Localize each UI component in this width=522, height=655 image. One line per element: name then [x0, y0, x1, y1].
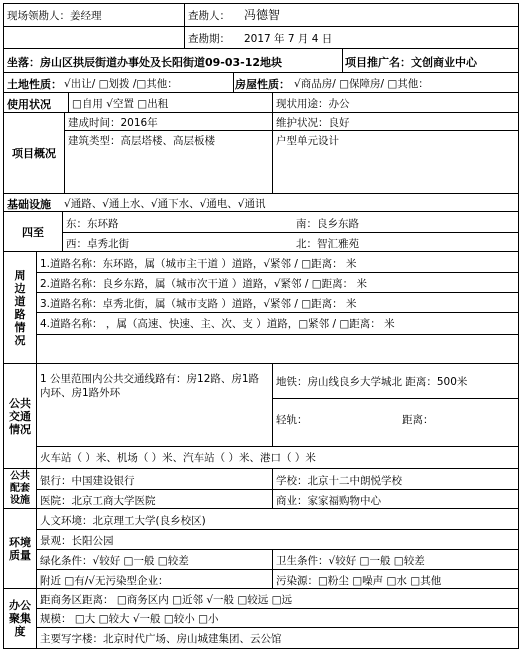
bound-north: 北：智汇雅苑 [296, 238, 359, 250]
building-type: 建筑类型：高层塔楼、高层板楼 [68, 135, 215, 147]
current-use: 现状用途：办公 [276, 98, 350, 110]
sanitation: 卫生条件：√较好 □一般 □较差 [276, 555, 425, 567]
commerce: 商业：家家福购物中心 [276, 495, 381, 507]
bound-west: 西：卓秀北街 [66, 238, 129, 250]
transit-label: 公共交通情况 [4, 364, 37, 468]
subway: 地铁：房山线良乡大学城北 距离：500米 [276, 376, 468, 388]
stations: 火车站（ ）米、机场（ ）米、汽车站（ ）米、港口（ ）米 [40, 452, 316, 464]
infrastructure-value: √通路、√通上水、√通下水、√通电、√通讯 [64, 198, 266, 210]
light-rail-distance: 距离： [402, 414, 434, 426]
office-distance: 距商务区距离： □商务区内 □近邻 √一般 □较远 □远 [40, 594, 293, 606]
office-row [4, 589, 518, 648]
road-item: 4.道路名称： ，属（高速、快速、主、次、支 ）道路，□紧邻 / □距离： 米 [40, 318, 395, 330]
unit-design: 户型单元设计 [276, 135, 339, 147]
maintenance-status: 维护状况：良好 [276, 117, 350, 129]
roads-label: 周边道路情况 [4, 252, 37, 363]
surveyor-name: 冯德智 [244, 8, 281, 22]
main-office-buildings: 主要写字楼：北京时代广场、房山城建集团、云公馆 [40, 633, 282, 645]
land-options: √出让/ □划拨 /□其他： [64, 78, 178, 90]
survey-form [3, 3, 519, 649]
project-row [4, 113, 518, 194]
facilities-label: 公共配套设施 [4, 469, 37, 508]
roads-row [4, 252, 518, 364]
header-row [4, 4, 518, 27]
project-name: 项目推广名：文创商业中心 [345, 56, 477, 69]
road-item: 1.道路名称：东环路，属（城市主干道 ）道路，√紧邻 / □距离： 米 [40, 258, 357, 270]
usage-options: □自用 √空置 □出租 [72, 98, 169, 110]
bounds-row [4, 212, 518, 252]
house-options: √商品房/ □保障房/ □其他： [294, 78, 429, 90]
office-scale: 规模： □大 □较大 √一般 □较小 □小 [40, 613, 219, 625]
school: 学校：北京十二中朗悦学校 [276, 475, 402, 487]
light-rail: 轻轨： [276, 414, 308, 426]
surveyor-label: 查勘人： [188, 10, 230, 22]
built-time: 建成时间：2016年 [68, 117, 158, 129]
bounds-label: 四至 [22, 225, 44, 239]
hospital: 医院：北京工商大学医院 [40, 495, 156, 507]
humanities: 人文环境：北京理工大学(良乡校区) [40, 515, 206, 527]
scenery: 景观：长阳公园 [40, 535, 114, 547]
date-label: 查勘期： [188, 33, 230, 45]
greenery: 绿化条件：√较好 □一般 □较差 [40, 555, 189, 567]
road-item: 2.道路名称：良乡东路，属（城市次干道 ）道路，√紧邻 / □距离： 米 [40, 278, 368, 290]
usage-label: 使用状况 [7, 98, 51, 111]
bound-east: 东：东环路 [66, 218, 119, 230]
project-label: 项目概况 [12, 147, 56, 160]
site-survey-lead: 现场领勘人：姜经理 [7, 10, 102, 22]
pollution-source: 污染源：□粉尘 □噪声 □水 □其他 [276, 575, 442, 587]
bank: 银行：中国建设银行 [40, 475, 135, 487]
land-nature-label: 土地性质： [7, 78, 62, 91]
land-row [4, 73, 518, 93]
facilities-row [4, 469, 518, 509]
road-item: 3.道路名称：卓秀北街，属（城市支路 ）道路，√紧邻 / □距离： 米 [40, 298, 357, 310]
environment-row [4, 509, 518, 589]
environment-label: 环境质量 [4, 509, 37, 588]
address: 坐落：房山区拱辰街道办事处及长阳街道09-03-12地块 [7, 56, 283, 69]
bound-south: 南：良乡东路 [296, 218, 359, 230]
infrastructure-label: 基础设施 [7, 198, 51, 211]
nearby-pollution: 附近 □有/√无污染型企业： [40, 575, 169, 587]
transit-row [4, 364, 518, 469]
infrastructure-row [4, 194, 518, 212]
house-nature-label: 房屋性质： [235, 78, 290, 91]
bus-lines: 1 公里范围内公共交通线路有：房12路、房1路内环、房1路外环 [40, 373, 260, 399]
office-label: 办公聚集度 [4, 589, 37, 648]
date-value: 2017 年 7 月 4 日 [244, 33, 333, 45]
usage-row [4, 93, 518, 113]
location-row [4, 49, 518, 73]
date-row [4, 27, 518, 49]
